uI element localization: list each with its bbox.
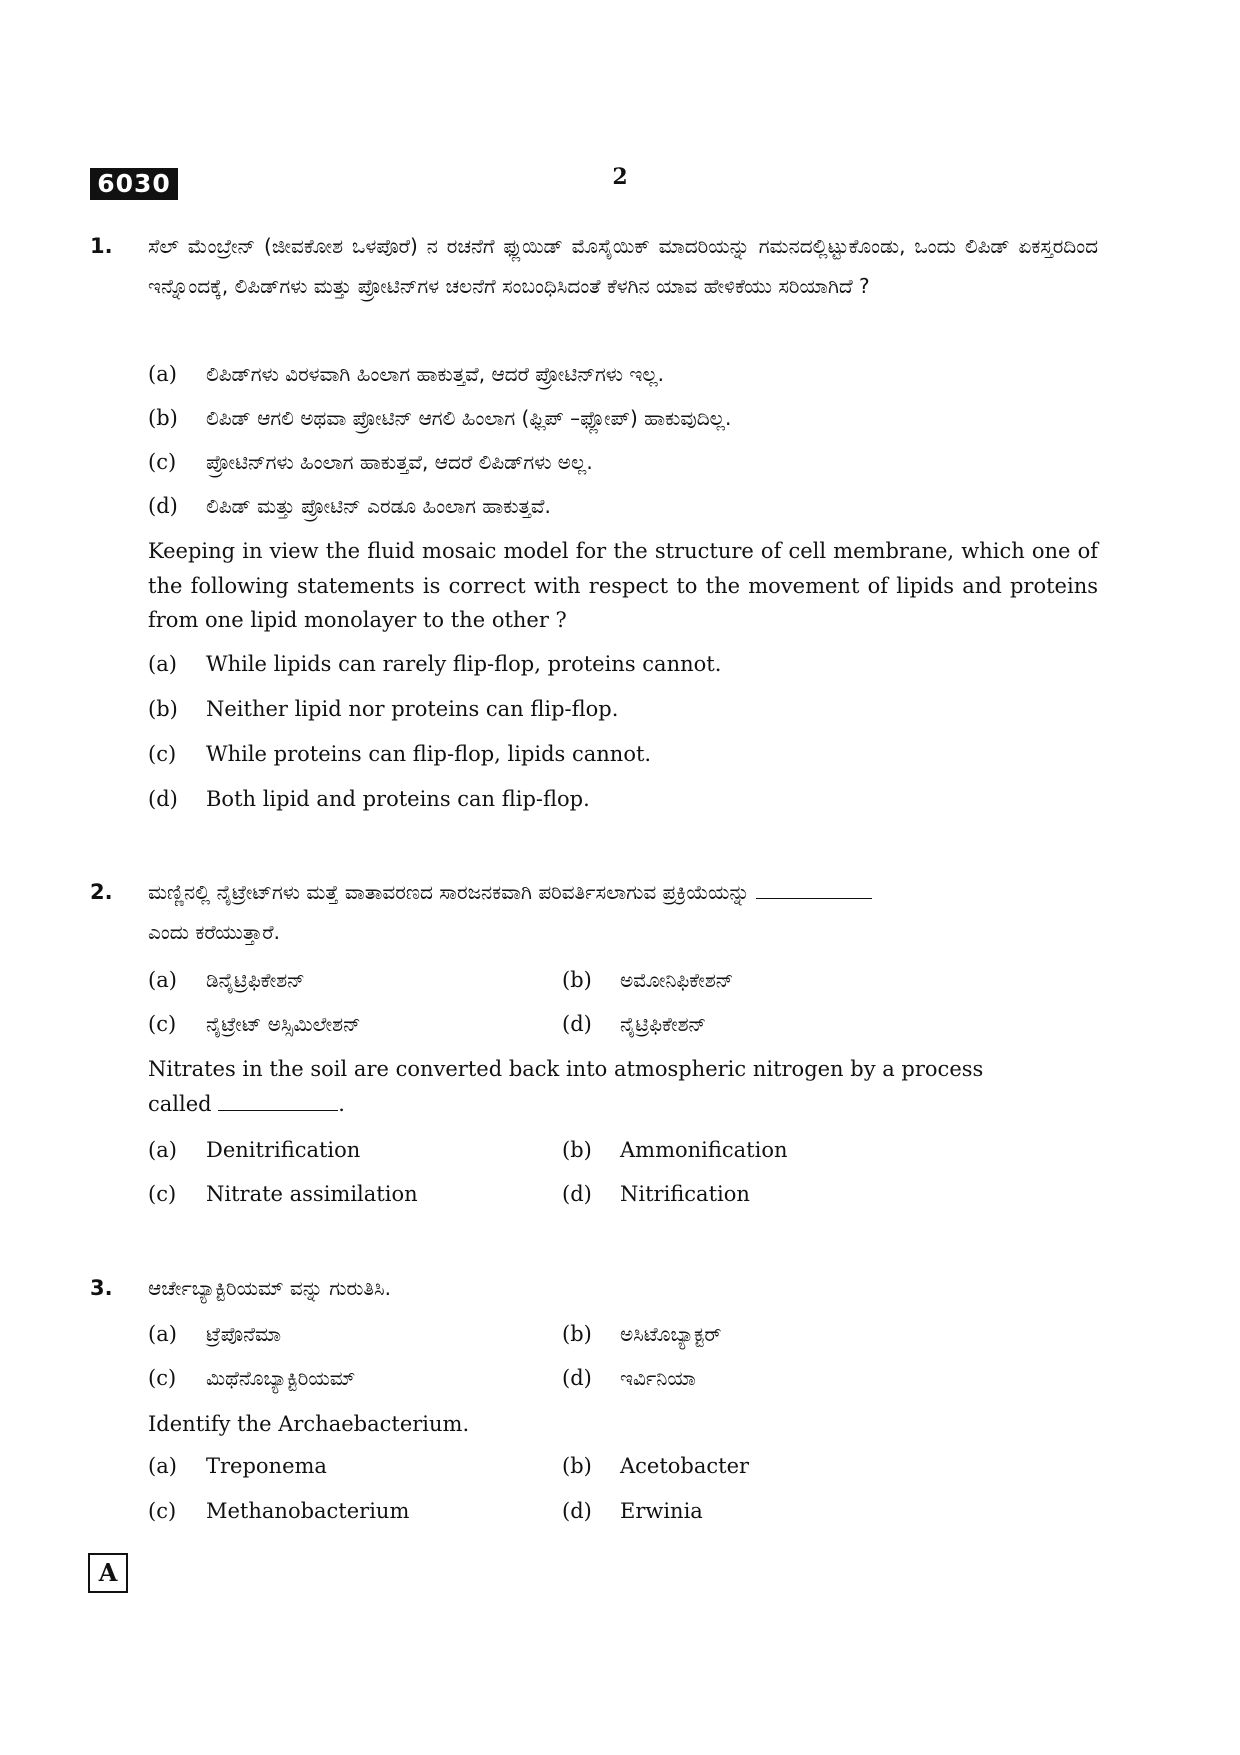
option-letter: (a) <box>148 1322 177 1346</box>
option-text: ಇರ್ವಿನಿಯಾ <box>620 1366 696 1390</box>
option-text: ಲಿಪಿಡ್‌ಗಳು ವಿರಳವಾಗಿ ಹಿಂಲಾಗ ಹಾಕುತ್ತವೆ, ಆದರೆ ಪ್ರೋಟಿನ್‌ಗಳು ಇಲ್ಲ. <box>206 362 665 386</box>
option-letter: (d) <box>148 787 178 811</box>
option-text: ಮಿಥೆನೊಬ್ಯಾಕ್ಟಿರಿಯಮ್ <box>206 1366 356 1390</box>
option-letter: (b) <box>562 1454 592 1478</box>
question-text-kannada-end: ಎಂದು ಕರೆಯುತ್ತಾರೆ. <box>148 920 280 944</box>
option-text: Denitrification <box>206 1138 361 1162</box>
question-text-english: Nitrates in the soil are converted back into atmospheric nitrogen by a process called . <box>148 1057 984 1116</box>
option-text: ಲಿಪಿಡ್ ಮತ್ತು ಪ್ರೋಟಿನ್ ಎರಡೂ ಹಿಂಲಾಗ ಹಾಕುತ್ತವೆ. <box>206 494 551 518</box>
question-text-english: Keeping in view the fluid mosaic model for the structure of cell membrane, which one of the following statements is correct with respect to the movement of lipids and proteins from one lipid monolayer to the other ? <box>148 539 1098 632</box>
option-text: Nitrate assimilation <box>206 1182 418 1206</box>
option-text: ಅಸಿಟೊಬ್ಯಾಕ್ಟರ್ <box>620 1322 722 1346</box>
option-letter: (d) <box>562 1499 592 1523</box>
option-letter: (b) <box>562 968 592 992</box>
option-letter: (a) <box>148 968 177 992</box>
option-text: ಟ್ರೆಪೊನೆಮಾ <box>206 1322 282 1346</box>
question-number: 2. <box>90 880 113 904</box>
option-letter: (d) <box>148 494 178 518</box>
option-letter: (a) <box>148 652 177 676</box>
booklet-series-badge: A <box>88 1553 128 1593</box>
option-text: Methanobacterium <box>206 1499 410 1523</box>
option-letter: (b) <box>148 697 178 721</box>
option-letter: (b) <box>562 1322 592 1346</box>
option-text: ಲಿಪಿಡ್ ಆಗಲಿ ಅಥವಾ ಪ್ರೋಟಿನ್ ಆಗಲಿ ಹಿಂಲಾಗ (ಫ್ಲಿಪ್ –ಫ್ಲೋಪ್) ಹಾಕುವುದಿಲ್ಲ. <box>206 406 732 430</box>
option-text: Erwinia <box>620 1499 703 1523</box>
question-text-kannada-start: ಮಣ್ಣಿನಲ್ಲಿ ನೈಟ್ರೇಟ್‌ಗಳು ಮತ್ತೆ ವಾತಾವರಣದ ಸಾರಜನಕವಾಗಿ ಪರಿವರ್ತಿಸಲಾಗುವ ಪ್ರಕ್ರಿಯೆಯನ್ನು <box>148 880 750 904</box>
answer-blank <box>218 1109 338 1111</box>
option-text: ಡಿನೈಟ್ರಿಫಿಕೇಶನ್ <box>206 968 305 992</box>
page-number: 2 <box>612 164 628 190</box>
option-letter: (b) <box>148 406 178 430</box>
option-text: Ammonification <box>620 1138 788 1162</box>
option-text: While proteins can flip-flop, lipids cannot. <box>206 742 652 766</box>
option-letter: (a) <box>148 1454 177 1478</box>
option-text: Treponema <box>206 1454 327 1478</box>
question-text-english-end: called <box>148 1091 212 1116</box>
option-text: While lipids can rarely flip-flop, proteins cannot. <box>206 652 722 676</box>
option-text: Acetobacter <box>620 1454 750 1478</box>
option-text: ನೈಟ್ರಿಫಿಕೇಶನ್ <box>620 1012 707 1036</box>
option-letter: (d) <box>562 1012 592 1036</box>
option-letter: (c) <box>148 742 177 766</box>
option-letter: (c) <box>148 1499 177 1523</box>
option-text: Nitrification <box>620 1182 750 1206</box>
option-letter: (d) <box>562 1366 592 1390</box>
paper-code-badge: 6030 <box>90 168 178 200</box>
option-text: Both lipid and proteins can flip-flop. <box>206 787 590 811</box>
option-text: ಪ್ರೋಟಿನ್‌ಗಳು ಹಿಂಲಾಗ ಹಾಕುತ್ತವೆ, ಆದರೆ ಲಿಪಿಡ್‌ಗಳು ಅಲ್ಲ. <box>206 450 593 474</box>
question-number: 3. <box>90 1276 113 1300</box>
option-letter: (c) <box>148 1182 177 1206</box>
option-text: ನೈಟ್ರೇಟ್ ಅಸ್ಸಿಮಿಲೇಶನ್ <box>206 1012 361 1036</box>
question-text-english: Identify the Archaebacterium. <box>148 1412 470 1436</box>
question-text-english-start: Nitrates in the soil are converted back into atmospheric nitrogen by a process <box>148 1057 984 1081</box>
option-letter: (a) <box>148 1138 177 1162</box>
question-text-kannada: ಆರ್ಚೇಬ್ಯಾಕ್ಟಿರಿಯಮ್ ವನ್ನು ಗುರುತಿಸಿ. <box>148 1276 391 1300</box>
question-text-kannada <box>148 872 1098 952</box>
option-letter: (d) <box>562 1182 592 1206</box>
option-letter: (c) <box>148 1366 177 1390</box>
question-text-kannada: ಸೆಲ್ ಮೆಂಬ್ರೇನ್ (ಜೀವಕೋಶ ಒಳಪೊರೆ) ನ ರಚನೆಗೆ ಫ್ಲುಯಿಡ್ ಮೊಸೈಯಿಕ್ ಮಾದರಿಯನ್ನು ಗಮನದಲ್ಲಿಟ್ಟುಕೊಂಡು, ಒಂದು ಲಿಪಿಡ್ ಏಕಸ್ತರದಿಂದ ಇನ್ನೊಂದಕ್ಕೆ, ಲಿಪಿಡ್‌ಗಳು ಮತ್ತು ಪ್ರೋಟಿನ್‌ಗಳ ಚಲನೆಗೆ ಸಂಬಂಧಿಸಿದಂತೆ ಕೆಳಗಿನ ಯಾವ ಹೇಳಿಕೆಯು ಸರಿಯಾಗಿದೆ ? <box>148 234 1098 298</box>
option-letter: (b) <box>562 1138 592 1162</box>
option-letter: (c) <box>148 1012 177 1036</box>
option-letter: (c) <box>148 450 177 474</box>
option-text: Neither lipid nor proteins can flip-flop. <box>206 697 619 721</box>
question-number: 1. <box>90 234 113 258</box>
option-letter: (a) <box>148 362 177 386</box>
option-text: ಅಮೋನಿಫಿಕೇಶನ್ <box>620 968 734 992</box>
answer-blank <box>756 897 872 899</box>
